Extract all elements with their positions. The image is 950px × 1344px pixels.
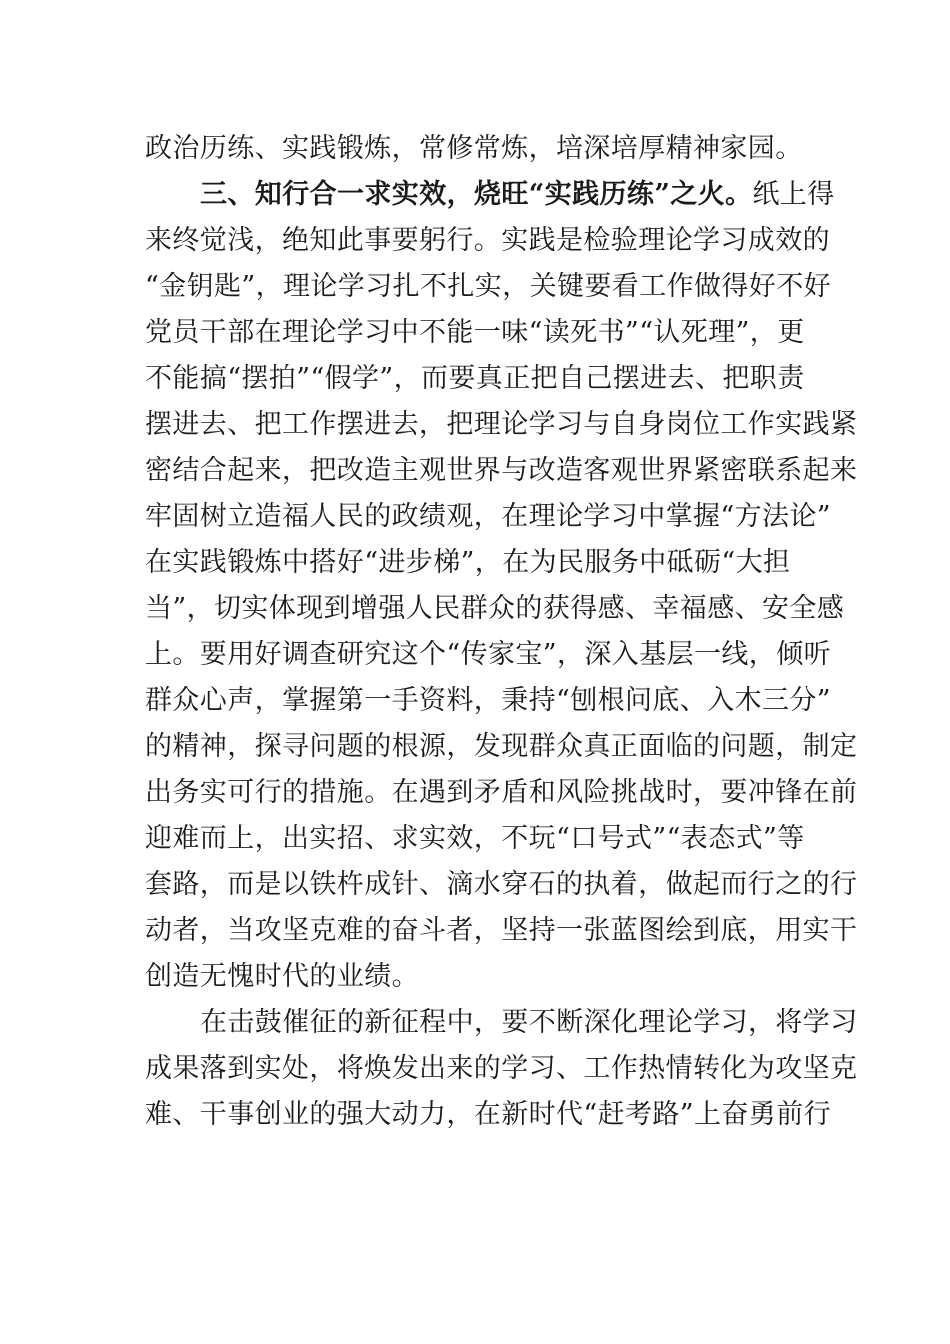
- paragraph-line: 摆进去、把工作摆进去，把理论学习与自身岗位工作实践紧: [145, 409, 858, 440]
- paragraph-line: 密结合起来，把改造主观世界与改造客观世界紧密联系起来: [145, 455, 858, 486]
- paragraph-line: 在实践锻炼中搭好“进步梯”，在为民服务中砥砺“大担: [145, 547, 791, 578]
- paragraph-line: 的精神，探寻问题的根源，发现群众真正面临的问题，制定: [145, 731, 858, 762]
- paragraph-line: 迎难而上，出实招、求实效，不玩“口号式”“表态式”等: [145, 823, 805, 854]
- paragraph-line: 不能搞“摆拍”“假学”，而要真正把自己摆进去、把职责: [145, 363, 805, 394]
- paragraph-line: 创造无愧时代的业绩。: [145, 961, 419, 992]
- paragraph-line: 上。要用好调查研究这个“传家宝”，深入基层一线，倾听: [145, 639, 832, 670]
- section-heading: 三、知行合一求实效，烧旺“实践历练”之火。: [200, 179, 753, 210]
- paragraph-line: 牢固树立造福人民的政绩观，在理论学习中掌握“方法论”: [145, 501, 832, 532]
- paragraph-line: 来终觉浅，绝知此事要躬行。实践是检验理论学习成效的: [145, 225, 830, 256]
- paragraph-line: 群众心声，掌握第一手资料，秉持“刨根问底、入木三分”: [145, 685, 832, 716]
- paragraph-line: 在击鼓催征的新征程中，要不断深化理论学习，将学习: [200, 1007, 858, 1038]
- paragraph-line: 出务实可行的措施。在遇到矛盾和风险挑战时，要冲锋在前: [145, 777, 858, 808]
- paragraph-line: “金钥匙”，理论学习扎不扎实，关键要看工作做得好不好: [145, 271, 832, 302]
- paragraph-line: 党员干部在理论学习中不能一味“读死书”“认死理”，更: [145, 317, 805, 348]
- paragraph-line: 套路，而是以铁杵成针、滴水穿石的执着，做起而行之的行: [145, 869, 858, 900]
- paragraph-line: 成果落到实处，将焕发出来的学习、工作热情转化为攻坚克: [145, 1053, 858, 1084]
- paragraph-text: 纸上得: [752, 179, 835, 210]
- paragraph-line: 政治历练、实践锻炼，常修常炼，培深培厚精神家园。: [145, 133, 803, 164]
- paragraph-line: 动者，当攻坚克难的奋斗者，坚持一张蓝图绘到底，用实干: [145, 915, 858, 946]
- paragraph-line: 当”，切实体现到增强人民群众的获得感、幸福感、安全感: [145, 593, 845, 624]
- section-heading-line: [200, 173, 835, 217]
- paragraph-line: 难、干事创业的强大动力，在新时代“赶考路”上奋勇前行: [145, 1099, 832, 1130]
